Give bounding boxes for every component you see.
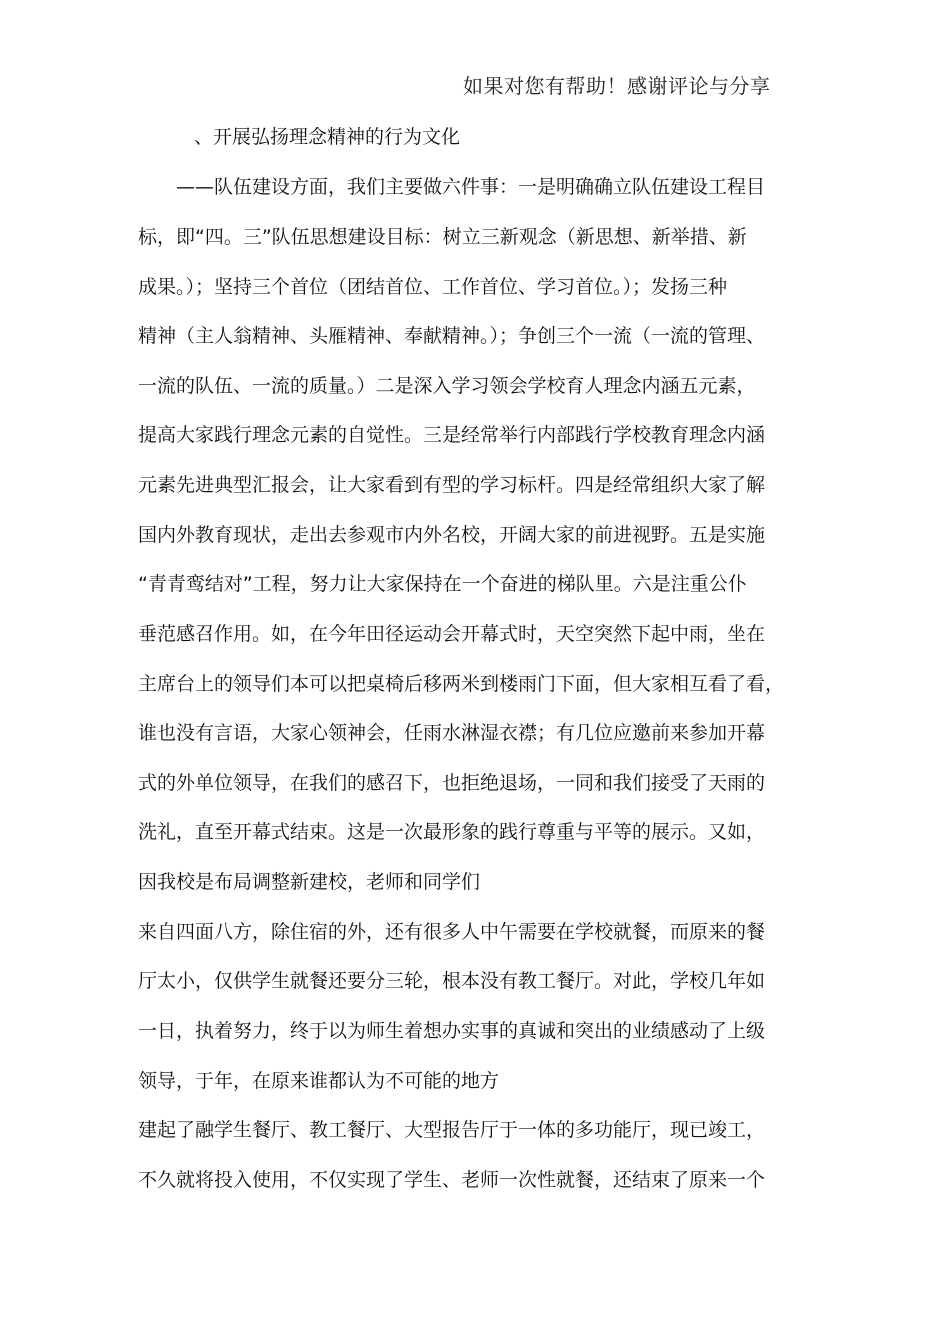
paragraph-line: ——队伍建设方面，我们主要做六件事：一是明确确立队伍建设工程目: [176, 176, 766, 198]
paragraph-line: 建起了融学生餐厅、教工餐厅、大型报告厅于一体的多功能厅，现已竣工，: [138, 1119, 766, 1141]
paragraph-line: 谁也没有言语，大家心领神会，任雨水淋湿衣襟；有几位应邀前来参加开幕: [138, 722, 766, 744]
paragraph-line: 来自四面八方，除住宿的外，还有很多人中午需要在学校就餐，而原来的餐: [138, 921, 766, 943]
paragraph-line: “青青鸾结对”工程，努力让大家保持在一个奋进的梯队里。六是注重公仆: [138, 573, 747, 595]
paragraph-line: 精神（主人翁精神、头雁精神、奉献精神。）；争创三个一流（一流的管理、: [138, 325, 766, 347]
paragraph-line: 厅太小，仅供学生就餐还要分三轮，根本没有教工餐厅。对此，学校几年如: [138, 970, 766, 992]
paragraph-line: 提高大家践行理念元素的自觉性。三是经常举行内部践行学校教育理念内涵: [138, 424, 766, 446]
paragraph-line: 主席台上的领导们本可以把桌椅后移两米到楼雨门下面，但大家相互看了看，: [138, 673, 785, 695]
paragraph-line: 因我校是布局调整新建校，老师和同学们: [138, 871, 481, 893]
paragraph-line: 垂范感召作用。如，在今年田径运动会开幕式时，天空突然下起中雨，坐在: [138, 623, 766, 645]
paragraph-line: 洗礼，直至开幕式结束。这是一次最形象的践行尊重与平等的展示。又如，: [138, 821, 766, 843]
paragraph-line: 领导，于年，在原来谁都认为不可能的地方: [138, 1070, 500, 1092]
header-note: 如果对您有帮助！感谢评论与分享: [463, 74, 771, 98]
paragraph-line: 一流的队伍、一流的质量。）二是深入学习领会学校育人理念内涵五元素，: [138, 375, 756, 397]
paragraph-line: 元素先进典型汇报会，让大家看到有型的学习标杆。四是经常组织大家了解: [138, 474, 766, 496]
paragraph-line: 一日，执着努力，终于以为师生着想办实事的真诚和突出的业绩感动了上级: [138, 1020, 766, 1042]
paragraph-line: 国内外教育现状，走出去参观市内外名校，开阔大家的前进视野。五是实施: [138, 524, 766, 546]
paragraph-line: 标，即“四。三”队伍思想建设目标：树立三新观念（新思想、新举措、新: [138, 226, 747, 248]
paragraph-line: 不久就将投入使用，不仅实现了学生、老师一次性就餐，还结束了原来一个: [138, 1169, 766, 1191]
paragraph-line: 成果。）；坚持三个首位（团结首位、工作首位、学习首位。）；发扬三种: [138, 276, 728, 298]
section-title: 、开展弘扬理念精神的行为文化: [194, 126, 461, 148]
paragraph-line: 式的外单位领导，在我们的感召下，也拒绝退场，一同和我们接受了天雨的: [138, 772, 766, 794]
